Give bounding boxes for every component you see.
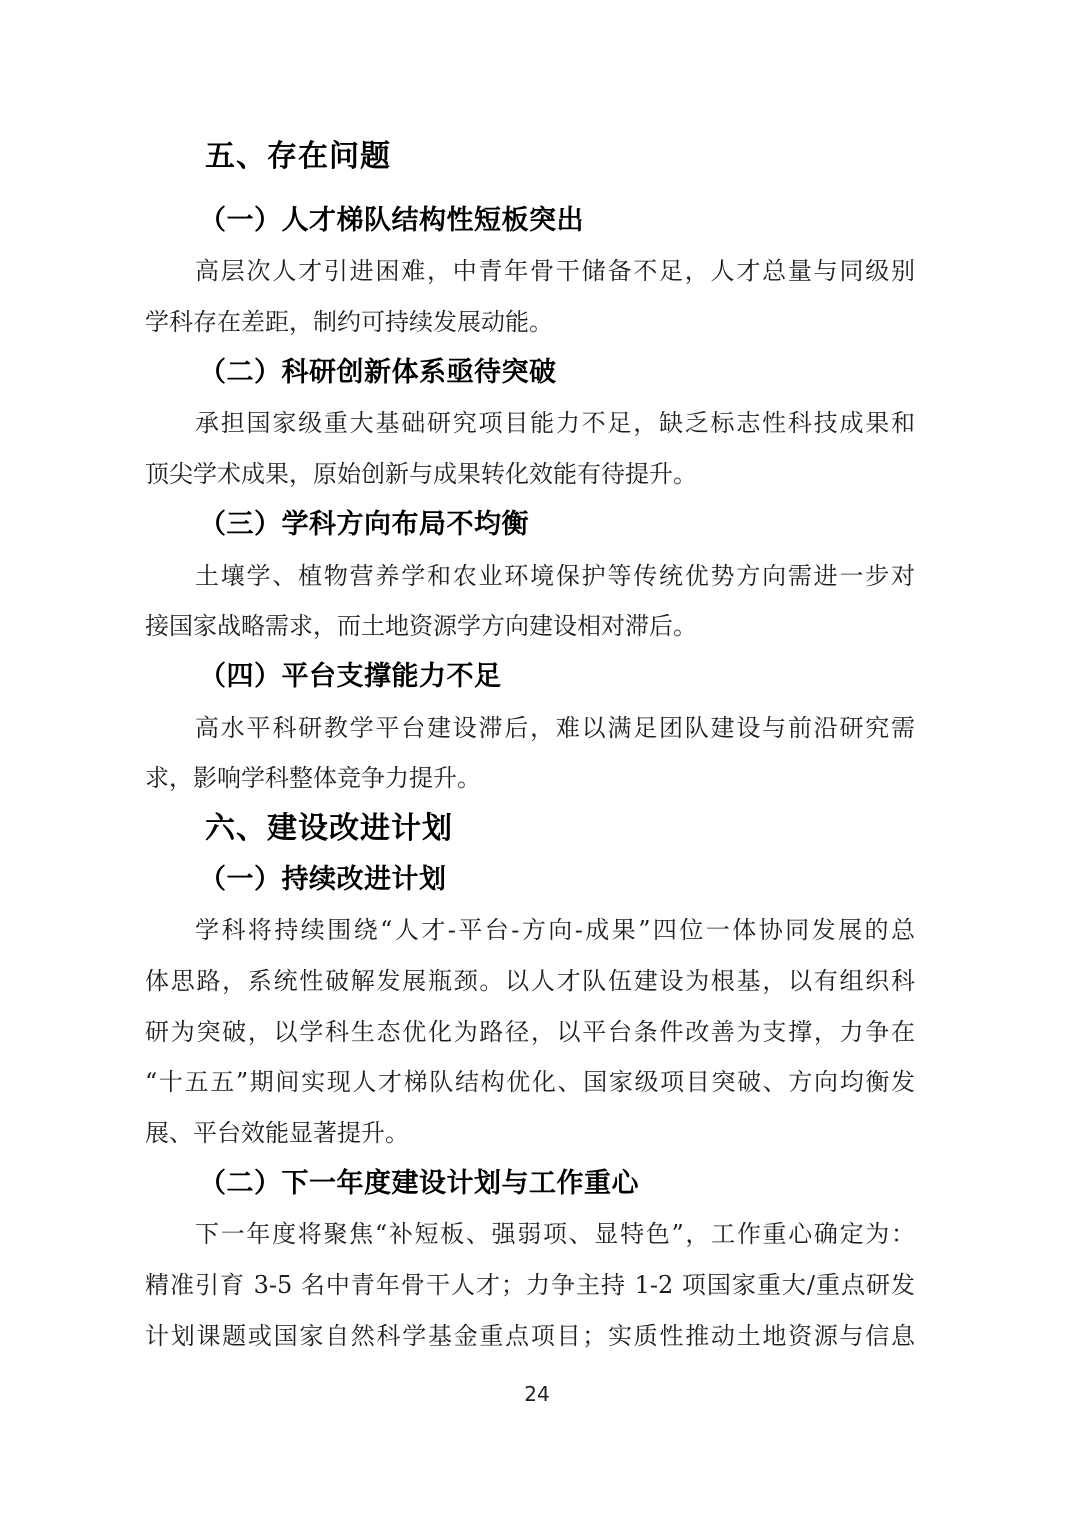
sub-heading-5-1: （一）人才梯队结构性短板突出 bbox=[199, 204, 584, 236]
paragraph-line: 计划课题或国家自然科学基金重点项目；实质性推动土地资源与信息 bbox=[145, 1321, 915, 1350]
paragraph-line: 展、平台效能显著提升。 bbox=[145, 1119, 409, 1148]
page-number: 24 bbox=[524, 1382, 550, 1406]
sub-heading-5-4: （四）平台支撑能力不足 bbox=[199, 660, 502, 692]
paragraph-line: 承担国家级重大基础研究项目能力不足，缺乏标志性科技成果和 bbox=[195, 409, 915, 438]
paragraph-line: 高水平科研教学平台建设滞后，难以满足团队建设与前沿研究需 bbox=[195, 713, 915, 742]
paragraph-line: 学科存在差距，制约可持续发展动能。 bbox=[145, 308, 553, 337]
paragraph-line: 求，影响学科整体竞争力提升。 bbox=[145, 764, 481, 793]
sub-heading-6-2: （二）下一年度建设计划与工作重心 bbox=[199, 1167, 639, 1199]
paragraph-line: 土壤学、植物营养学和农业环境保护等传统优势方向需进一步对 bbox=[195, 561, 915, 590]
section-heading-6: 六、建设改进计划 bbox=[205, 810, 453, 846]
text-column bbox=[145, 132, 915, 1362]
paragraph-line: 下一年度将聚焦“补短板、强弱项、显特色”，工作重心确定为： bbox=[195, 1220, 915, 1249]
sub-heading-5-2: （二）科研创新体系亟待突破 bbox=[199, 356, 557, 388]
sub-heading-6-1: （一）持续改进计划 bbox=[199, 863, 447, 895]
section-heading-5: 五、存在问题 bbox=[205, 139, 391, 174]
paragraph-line: 高层次人才引进困难，中青年骨干储备不足，人才总量与同级别 bbox=[195, 257, 915, 286]
paragraph-line: 接国家战略需求，而土地资源学方向建设相对滞后。 bbox=[145, 612, 697, 641]
paragraph-line: 体思路，系统性破解发展瓶颈。以人才队伍建设为根基，以有组织科 bbox=[145, 967, 915, 995]
sub-heading-5-3: （三）学科方向布局不均衡 bbox=[199, 508, 529, 540]
paragraph-line: 顶尖学术成果，原始创新与成果转化效能有待提升。 bbox=[145, 460, 697, 489]
paragraph-line: “十五五”期间实现人才梯队结构优化、国家级项目突破、方向均衡发 bbox=[145, 1068, 915, 1097]
paragraph-line: 学科将持续围绕“人才-平台-方向-成果”四位一体协同发展的总 bbox=[195, 916, 915, 945]
paragraph-line: 精准引育 3-5 名中青年骨干人才；力争主持 1-2 项国家重大/重点研发 bbox=[145, 1271, 915, 1300]
paragraph-line: 研为突破，以学科生态优化为路径，以平台条件改善为支撑，力争在 bbox=[145, 1017, 915, 1046]
